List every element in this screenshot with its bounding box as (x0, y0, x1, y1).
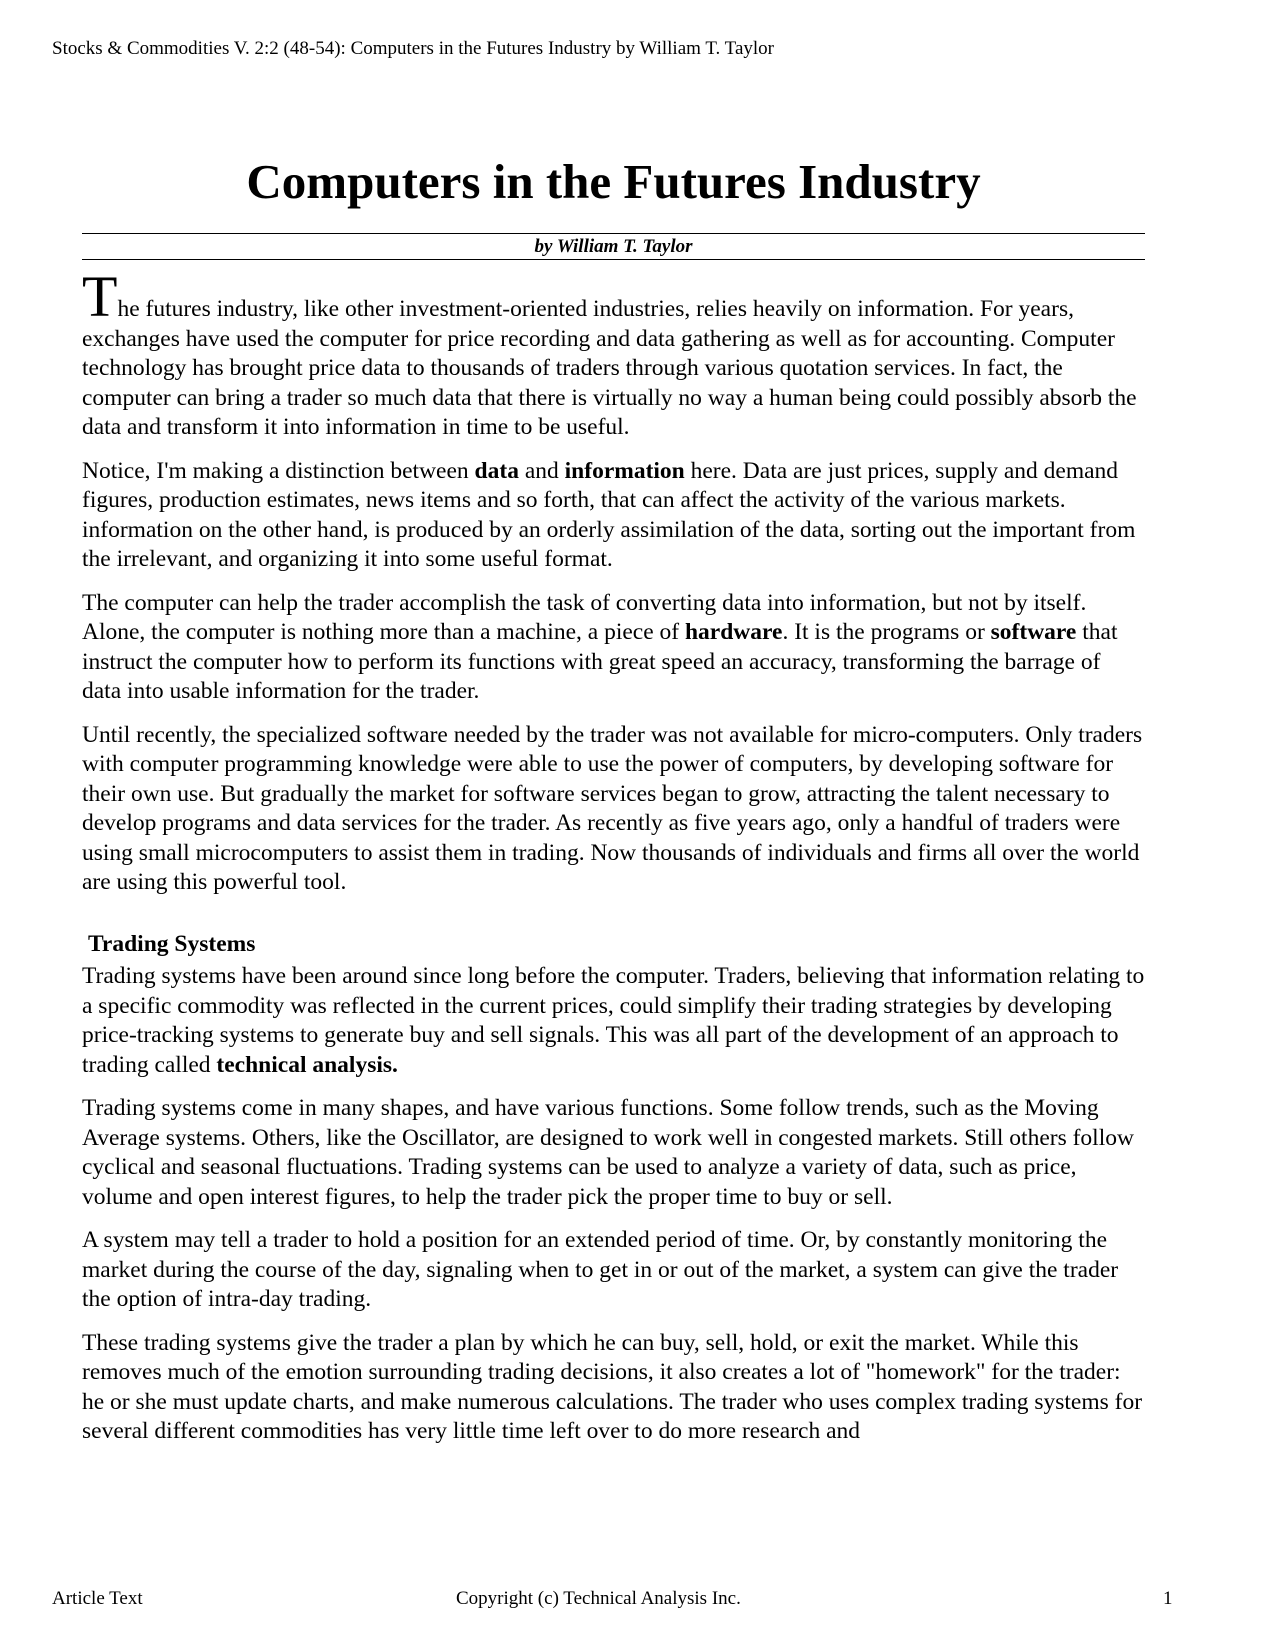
bold-term-data: data (474, 457, 519, 484)
paragraph: These trading systems give the trader a plan by which he can buy, sell, hold, or exit the market. While this removes much of the emotion surrounding trading decisions, it also creates a lot of "homework" for the trader: he or she must update charts, and make numerous calculations. The trader who uses complex trading systems for several different commodities has very little time left over to do more research and (82, 1329, 1143, 1444)
article-title: Computers in the Futures Industry (246, 154, 981, 209)
paragraph-text: and (518, 457, 565, 484)
byline: by William T. Taylor (82, 233, 1145, 260)
paragraph-text: here. Data are just prices, supply and demand figures, production estimates, news items and so forth, that can affect the activity of the various markets. information on the other hand, is produced by an orderly assimilation of the data, sorting out the important from the irrelevant, and organizing it into some useful format. (82, 457, 1136, 572)
page-number: 1 (1163, 1588, 1173, 1609)
paragraph: A system may tell a trader to hold a position for an extended period of time. Or, by constantly monitoring the market during the course of the day, signaling when to get in or out of the market, a system can give the trader the option of intra-day trading. (82, 1227, 1119, 1312)
paragraph-text: he futures industry, like other investment-oriented industries, relies heavily on information. For years, exchanges have used the computer for price recording and data gathering as well as for accounting. Computer technology has brought price data to thousands of traders through various quotation services. In fact, the computer can bring a trader so much data that there is virtually no way a human being could possibly absorb the data and transform it into information in time to be useful. (82, 296, 1137, 440)
paragraph-text: Trading systems have been around since long before the computer. Traders, believing that information relating to a specific commodity was reflected in the current prices, could simplify their trading strategies by developing price-tracking systems to generate buy and sell signals. This was all part of the development of an approach to trading called (82, 963, 1145, 1078)
paragraph (82, 589, 1145, 707)
paragraph-text: Notice, I'm making a distinction between (82, 457, 475, 484)
drop-cap: T (82, 264, 118, 329)
bold-term-hardware: hardware (684, 619, 783, 645)
paragraph-text: that instruct the computer how to perform its functions with great speed an accuracy, transforming the barrage of data into usable information for the trader. (82, 619, 1118, 704)
paragraph: Until recently, the specialized software needed by the trader was not available for micro-computers. Only traders with computer programming knowledge were able to use the power of computers, by developing software for their own use. But gradually the market for software services began to grow, attracting the talent necessary to develop programs and data services for the trader. As recently as five years ago, only a handful of traders were using small microcomputers to assist them in trading. Now thousands of individuals and firms all over the world are using this powerful tool. (82, 721, 1143, 895)
paragraph-text: The computer can help the trader accomplish the task of converting data into information, but not by itself. Alone, the computer is nothing more than a machine, a piece of (82, 589, 1087, 645)
bold-term-information: information (564, 457, 685, 484)
paragraph (82, 962, 1145, 1080)
running-header: Stocks & Commodities V. 2:2 (48-54): Computers in the Futures Industry by William T. Taylor (52, 38, 774, 59)
footer-copyright: Copyright (c) Technical Analysis Inc. (456, 1588, 741, 1609)
paragraph (82, 264, 1145, 443)
section-heading: Trading Systems (88, 930, 256, 957)
paragraph (82, 457, 1145, 575)
paragraph: Trading systems come in many shapes, and have various functions. Some follow trends, such as the Moving Average systems. Others, like the Oscillator, are designed to work well in congested markets. Still others follow cyclical and seasonal fluctuations. Trading systems can be used to analyze a variety of data, such as price, volume and open interest figures, to help the trader pick the proper time to buy or sell. (82, 1095, 1134, 1210)
article-body (82, 264, 1145, 1447)
article (82, 140, 1145, 1461)
bold-term-technical-analysis: technical analysis. (216, 1051, 398, 1078)
footer-section-label: Article Text (52, 1588, 143, 1609)
bold-term-software: software (990, 619, 1077, 645)
paragraph-text: . It is the programs or (782, 619, 991, 645)
